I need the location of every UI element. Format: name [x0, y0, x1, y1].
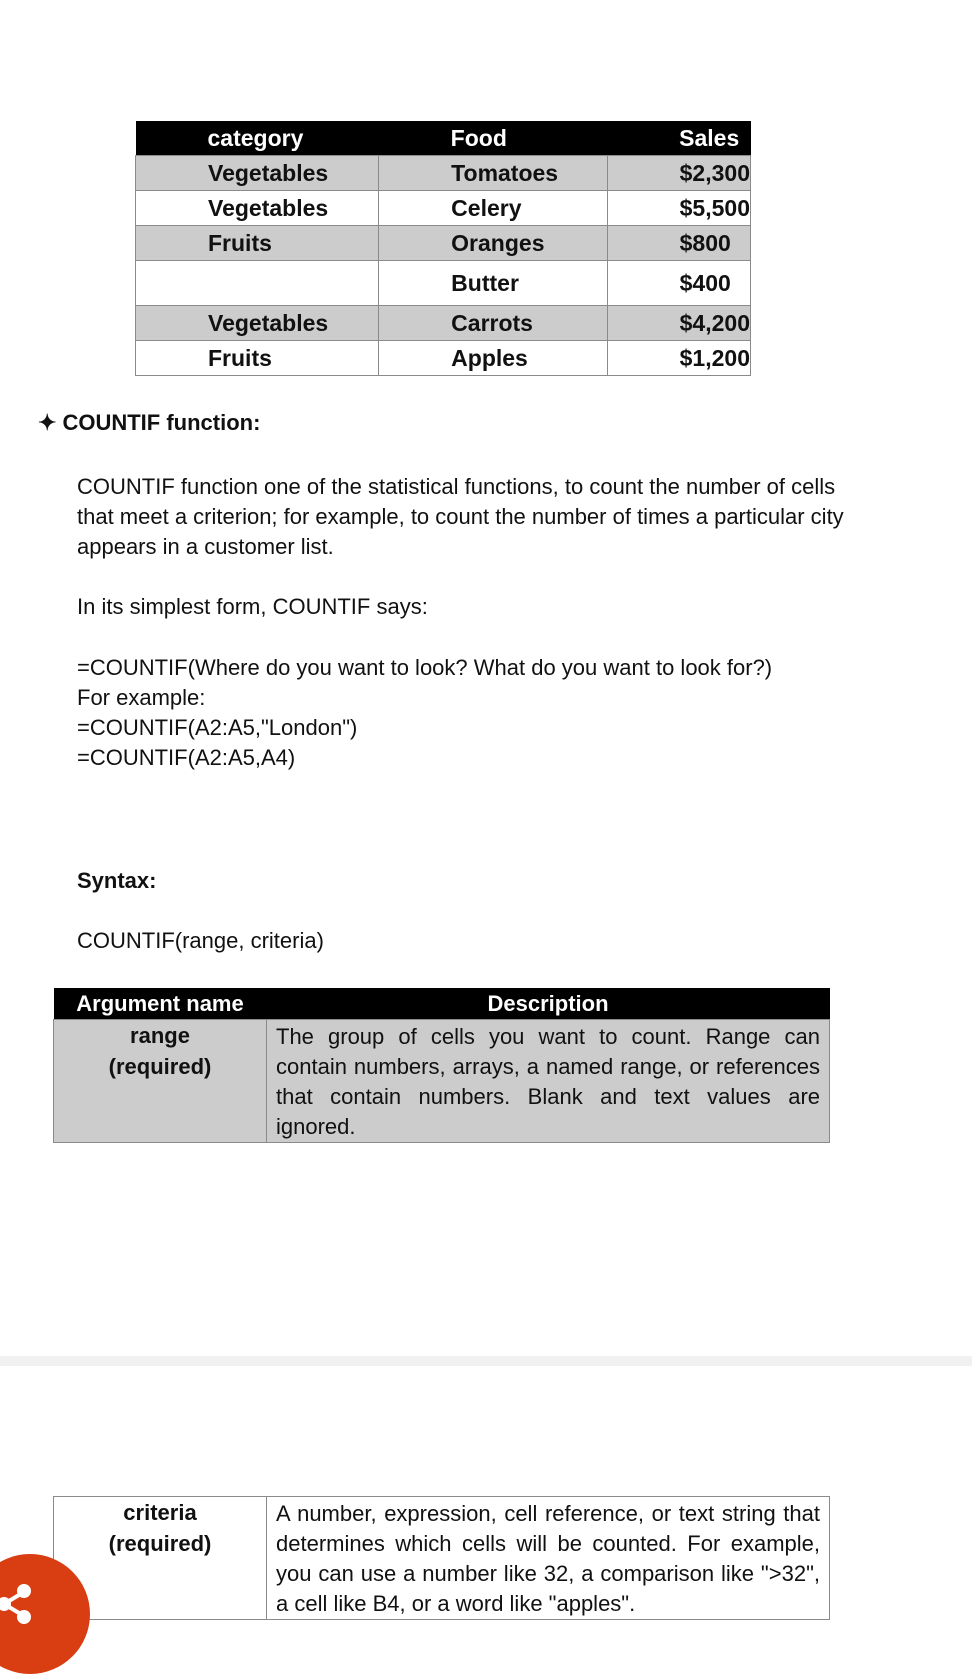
simplest-form-text: In its simplest form, COUNTIF says:: [77, 594, 428, 619]
table-cell: Vegetables: [136, 306, 379, 341]
arguments-table: [53, 988, 830, 1143]
table-header-cell: Food: [379, 121, 607, 156]
table-cell: Carrots: [379, 306, 607, 341]
table-row: [136, 226, 751, 261]
table-header-cell: Description: [267, 988, 830, 1020]
table-header-cell: category: [136, 121, 379, 156]
sales-table: [135, 121, 751, 376]
syntax-text: COUNTIF(range, criteria): [77, 928, 324, 953]
table-cell: Fruits: [136, 341, 379, 376]
argument-name: range: [130, 1023, 190, 1048]
table-cell: Butter: [379, 261, 607, 306]
table-header-row: [136, 121, 751, 156]
argument-name-cell: [54, 1020, 267, 1143]
argument-required: (required): [108, 1531, 212, 1556]
table-cell: Apples: [379, 341, 607, 376]
table-cell: Tomatoes: [379, 156, 607, 191]
table-row: [136, 341, 751, 376]
argument-description: A number, expression, cell reference, or text string that determines which cells will be counted. For example, you can use a number like 32, a comparison like ">32", a cell like B4, or a word like "apples".: [267, 1497, 830, 1620]
table-header-row: [54, 988, 830, 1020]
table-row: [136, 156, 751, 191]
table-cell: $400: [607, 261, 750, 306]
table-row: [136, 191, 751, 226]
table-cell: $2,300: [607, 156, 750, 191]
example-formula-1: =COUNTIF(A2:A5,"London"): [77, 715, 358, 740]
page-separator: [0, 1356, 972, 1366]
section-heading: [38, 410, 260, 436]
table-row: [54, 1497, 830, 1620]
table-cell: $4,200: [607, 306, 750, 341]
table-row: [54, 1020, 830, 1143]
table-header-cell: Sales: [607, 121, 750, 156]
table-cell: Vegetables: [136, 156, 379, 191]
share-icon: [0, 1582, 34, 1626]
syntax-label: Syntax:: [77, 868, 157, 893]
example-formula-2: =COUNTIF(A2:A5,A4): [77, 745, 296, 770]
table-row: [136, 306, 751, 341]
argument-description: The group of cells you want to count. Range can contain numbers, arrays, a named range, or references that contain numbers. Blank and text values are ignored.: [267, 1020, 830, 1143]
table-cell: Vegetables: [136, 191, 379, 226]
argument-name: criteria: [123, 1500, 197, 1525]
table-cell: Celery: [379, 191, 607, 226]
four-point-star-icon: ✦: [38, 410, 57, 435]
table-row: [136, 261, 751, 306]
table-cell: [136, 261, 379, 306]
table-cell: Oranges: [379, 226, 607, 261]
table-cell: $800: [607, 226, 750, 261]
intro-paragraph: COUNTIF function one of the statistical functions, to count the number of cells that meet a criterion; for example, to count the number of times a particular city appears in a customer list.: [77, 474, 844, 559]
table-cell: $5,500: [607, 191, 750, 226]
table-cell: Fruits: [136, 226, 379, 261]
table-cell: $1,200: [607, 341, 750, 376]
table-header-cell: Argument name: [54, 988, 267, 1020]
general-formula: =COUNTIF(Where do you want to look? What do you want to look for?): [77, 655, 773, 680]
section-heading-text: COUNTIF function:: [62, 410, 261, 435]
for-example-label: For example:: [77, 685, 206, 710]
arguments-table-continued: [53, 1496, 830, 1620]
argument-required: (required): [108, 1054, 212, 1079]
